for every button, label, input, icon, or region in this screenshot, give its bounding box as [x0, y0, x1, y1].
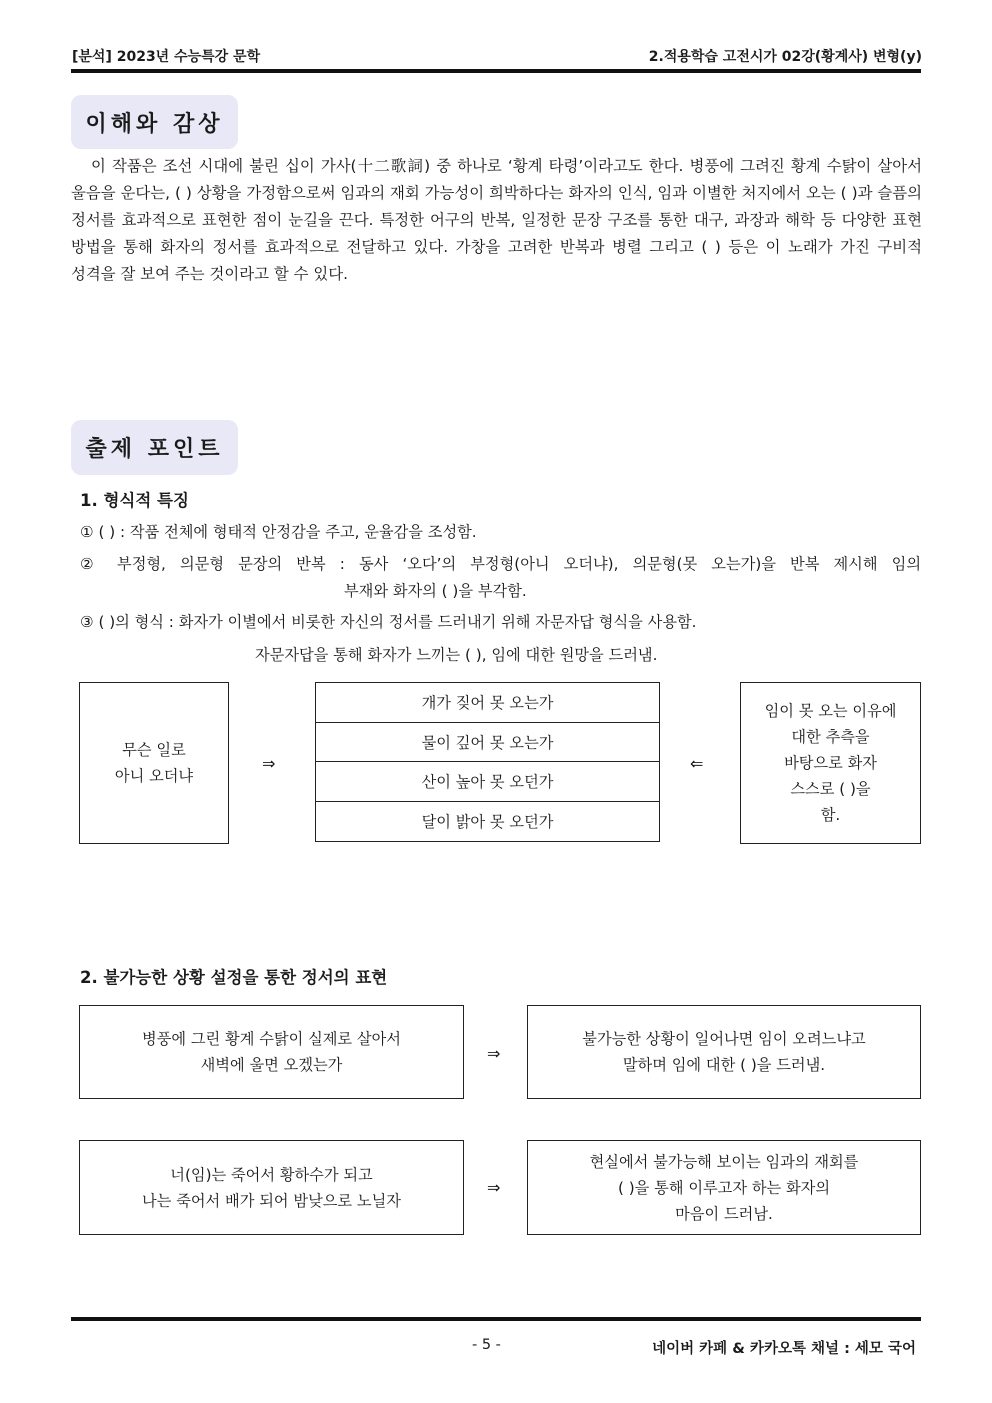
point2-row1-left-box	[79, 1005, 464, 1099]
point2-heading: 2. 불가능한 상황 설정을 통한 정서의 표현	[80, 968, 388, 987]
point1-item3-line1: ③ ( )의 형식 : 화자가 이별에서 비롯한 자신의 정서를 드러내기 위해 자문자답 형식을 사용함.	[80, 613, 697, 631]
diagram-row-3: 산이 높아 못 오던가	[315, 761, 660, 802]
header-right: 2.적용학습 고전시가 02강(황계사) 변형(y)	[648, 49, 922, 65]
diagram-right-line3: 바탕으로 화자	[784, 754, 877, 772]
point2-row1-left-line2: 새벽에 울면 오겠는가	[200, 1056, 343, 1074]
point2-row1-right-line1: 불가능한 상황이 일어나면 임이 오려느냐고	[582, 1030, 866, 1048]
section-title-understanding: 이해와 감상	[71, 95, 238, 149]
point2-row1-left-line1: 병풍에 그린 황계 수탉이 실제로 살아서	[142, 1030, 401, 1048]
point2-row2-left-line2: 나는 죽어서 배가 되어 밤낮으로 노닐자	[142, 1191, 401, 1210]
point2-row2-right-line1: 현실에서 불가능해 보이는 임과의 재회를	[589, 1152, 859, 1171]
diagram-right-line5: 함.	[820, 806, 841, 824]
diagram-center-table	[315, 682, 660, 844]
diagram-row-4: 달이 밝아 못 오던가	[315, 801, 660, 842]
diagram-right-line2: 대한 추측을	[791, 728, 870, 746]
right-arrow-icon: ⇒	[262, 754, 276, 773]
point2-row2-right-box	[527, 1140, 921, 1235]
diagram-left-box	[79, 682, 229, 844]
diagram-right-box	[740, 682, 921, 844]
point1-item2-line1: ② 부정형, 의문형 문장의 반복 : 동사 ‘오다’의 부정형(아니 오더냐), 의문형(못 오는가)을 반복 제시해 임의	[80, 555, 921, 573]
diagram-right-line4: 스스로 ( )을	[790, 780, 871, 798]
point2-row2-left-line1: 너(임)는 죽어서 황하수가 되고	[170, 1165, 373, 1184]
point1-heading: 1. 형식적 특징	[80, 491, 189, 510]
point2-row2-left-box	[79, 1140, 464, 1235]
point1-item3-line2: 자문자답을 통해 화자가 느끼는 ( ), 임에 대한 원망을 드러냄.	[255, 646, 658, 664]
right-arrow-icon: ⇒	[487, 1178, 501, 1197]
section-title-exam-points: 출제 포인트	[71, 420, 238, 475]
diagram-left-line1: 무슨 일로	[122, 741, 186, 759]
point1-item2-line2: 부재와 화자의 ( )을 부각함.	[344, 582, 527, 600]
header-rule	[71, 69, 921, 73]
diagram-right-line1: 임이 못 오는 이유에	[764, 702, 897, 720]
right-arrow-icon: ⇒	[487, 1044, 501, 1063]
point1-item1: ① ( ) : 작품 전체에 형태적 안정감을 주고, 운율감을 조성함.	[80, 523, 477, 541]
point2-row1-right-box	[527, 1005, 921, 1099]
footer-credit: 네이버 카페 & 카카오톡 채널 : 세모 국어	[652, 1341, 916, 1357]
diagram-row-1: 개가 짖어 못 오는가	[315, 682, 660, 723]
diagram-left-line2: 아니 오더냐	[114, 767, 194, 785]
left-arrow-icon: ⇐	[690, 754, 704, 773]
point2-row2-right-line3: 마음이 드러남.	[675, 1204, 773, 1223]
header-left: [분석] 2023년 수능특강 문학	[72, 49, 261, 65]
point2-row2-right-line2: ( )을 통해 이루고자 하는 화자의	[617, 1178, 831, 1197]
point2-row1-right-line2: 말하며 임에 대한 ( )을 드러냄.	[622, 1056, 826, 1074]
appreciation-paragraph: 이 작품은 조선 시대에 불린 십이 가사(十二歌詞) 중 하나로 ‘황계 타령’이라고도 한다. 병풍에 그려진 황계 수탉이 살아서 울음을 운다는, ( ) 상황을 가정함으로써 임과의 재회 가능성이 희박하다는 화자의 인식, 임과 이별한 처지에서 오는 ( )과 슬픔의 정서를 효과적으로 표현한 점이 눈길을 끈다. 특정한 어구의 반복, 일정한 문장 구조를 통한 대구, 과장과 해학 등 다양한 표현 방법을 통해 화자의 정서를 효과적으로 전달하고 있다. 가창을 고려한 반복과 병렬 그리고 ( ) 등은 이 노래가 가진 구비적 성격을 잘 보여 주는 것이라고 할 수 있다.	[71, 157, 922, 283]
footer-rule	[71, 1317, 921, 1321]
page-number: - 5 -	[472, 1337, 501, 1353]
diagram-row-2: 물이 깊어 못 오는가	[315, 722, 660, 762]
